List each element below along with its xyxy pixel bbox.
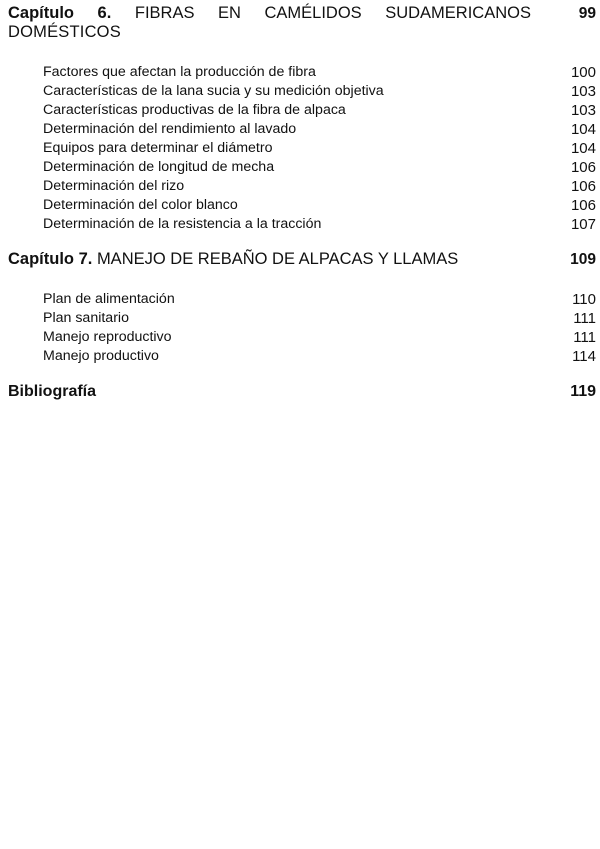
toc-entry-page: 104: [570, 121, 596, 138]
toc-entry[interactable]: [43, 82, 596, 101]
chapter-7-entries: [43, 290, 596, 366]
toc-entry-page: 100: [570, 64, 596, 81]
bibliography-title: Bibliografía: [8, 383, 97, 400]
toc-entry-page: 106: [570, 178, 596, 195]
toc-entry-title: Equipos para determinar el diámetro: [43, 140, 273, 156]
toc-entry-page: 106: [570, 159, 596, 176]
toc-entry[interactable]: [43, 158, 596, 177]
chapter-7-label: Capítulo 7.: [8, 250, 93, 268]
toc-entry-page: 107: [570, 216, 596, 233]
toc-entry-page: 110: [572, 291, 596, 308]
toc-entry-page: 103: [570, 102, 596, 119]
toc-entry-page: 104: [570, 140, 596, 157]
toc-entry-title: Manejo productivo: [43, 348, 159, 364]
toc-entry-title: Determinación del rizo: [43, 178, 185, 194]
toc-entry[interactable]: [43, 196, 596, 215]
chapter-6-title-word: FIBRAS: [134, 4, 195, 22]
chapter-7-title: MANEJO DE REBAÑO DE ALPACAS Y LLAMAS: [96, 250, 459, 268]
toc-entry[interactable]: [43, 101, 596, 120]
chapter-7-page: 109: [570, 251, 596, 268]
chapter-6-label: Capítulo: [8, 4, 74, 22]
toc-entry[interactable]: [43, 328, 596, 347]
chapter-6-number: 6.: [97, 4, 112, 22]
chapter-6-title-word: EN: [218, 4, 241, 22]
toc-entry-title: Características productivas de la fibra de alpaca: [43, 102, 346, 118]
toc-entry-page: 111: [573, 310, 596, 327]
toc-entry-title: Plan sanitario: [43, 310, 129, 326]
chapter-6-heading[interactable]: [8, 4, 596, 41]
chapter-6-entries: [43, 63, 596, 234]
toc-entry[interactable]: [43, 309, 596, 328]
toc-entry-title: Determinación de la resistencia a la tracción: [43, 216, 322, 232]
toc-entry-title: Características de la lana sucia y su medición objetiva: [43, 83, 384, 99]
chapter-6-title-word: SUDAMERICANOS: [385, 4, 531, 22]
toc-entry-title: Manejo reproductivo: [43, 329, 172, 345]
bibliography-page: 119: [570, 383, 596, 400]
toc-entry[interactable]: [43, 290, 596, 309]
bibliography-heading[interactable]: [8, 383, 596, 401]
toc-entry[interactable]: [43, 139, 596, 158]
chapter-6-title-line2: DOMÉSTICOS: [8, 23, 121, 41]
toc-entry-title: Determinación de longitud de mecha: [43, 159, 275, 175]
toc-entry[interactable]: [43, 215, 596, 234]
chapter-6-title-word: CAMÉLIDOS: [264, 4, 362, 22]
toc-entry-title: Factores que afectan la producción de fibra: [43, 64, 316, 80]
toc-entry[interactable]: [43, 177, 596, 196]
toc-entry-page: 103: [570, 83, 596, 100]
toc-entry[interactable]: [43, 120, 596, 139]
toc-entry[interactable]: [43, 63, 596, 82]
toc-entry-page: 111: [573, 329, 596, 346]
toc-entry-title: Plan de alimentación: [43, 291, 175, 307]
chapter-7-heading[interactable]: [8, 250, 596, 269]
toc-entry-title: Determinación del rendimiento al lavado: [43, 121, 297, 137]
toc-entry-page: 114: [572, 348, 596, 365]
chapter-6-page: 99: [578, 5, 596, 22]
toc-entry-page: 106: [570, 197, 596, 214]
toc-entry-title: Determinación del color blanco: [43, 197, 238, 213]
toc-entry[interactable]: [43, 347, 596, 366]
